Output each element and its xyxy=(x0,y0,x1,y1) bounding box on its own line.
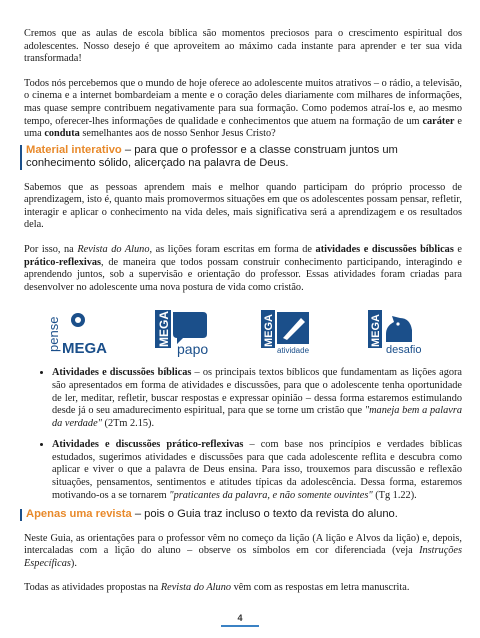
paragraph-attractions: Todos nós percebemos que o mundo de hoje oferece ao adolescente muitos atrativos – o rádio, a televisão, o cinema e a internet bombardeiam a mente e o coração deles diariamente com milhares de informações, mas quase sempre contribuem negativamente para sua formação. Como podemos atraí-los e, ao mesmo tempo, oferecer-lhes informações de qualidade e conhecimentos que atuem na formação de um caráter e uma conduta semelhantes aos de nosso Senhor Jesus Cristo? xyxy=(24,77,462,140)
list-item-pratico-reflexivas: • Atividades e discussões prático-reflexivas – com base nos princípios e verdades bíblicas estudados, sugerimos atividades e discussões para que cada adolescente reflita e descubra como aplicar e viver o que a palavra de Deus ensina. Para isso, trouxemos para discussão e reflexão situações, pensamentos, sentimentos e atitudes típicas da adolescência. Dessa forma, estaremos motivando-os a se tornarem "praticantes da palavra, e não somente ouvintes" (Tg 1.22). xyxy=(52,438,462,502)
paragraph-intro: Cremos que as aulas de escola bíblica são momentos preciosos para o crescimento espiritual dos adolescentes. Nosso desejo é que aproveitem ao máximo cada instante para aprender e ter sua vida transformada! xyxy=(24,28,462,65)
list-item-biblicas: • Atividades e discussões bíblicas – os principais textos bíblicos que fundamentam as lições agora são apresentados em forma de atividades e discussões, para que o adolescente tenha oportunidade de ler, meditar, refletir, buscar respostas e expressar opinião – dessa forma estaremos estimulando desde já o seu amadurecimento espiritual, para que se torne um cristão que "maneja bem a palavra da verdade" (2Tm 2.15). xyxy=(52,366,462,430)
logo-mega: MEGA xyxy=(156,311,171,348)
logo-word: desafio xyxy=(385,344,422,357)
logo-word: atividade xyxy=(277,346,310,356)
paragraph-revista: Por isso, na Revista do Aluno, as lições foram escritas em forma de atividades e discussões bíblicas e prático-reflexivas, de maneira que todos possam construir conhecimento participando, interagindo e aprendendo juntos, sob a supervisão e orientação do professor. Essas atividades foram criadas para desenvolver no adolescente uma nova postura de vida como cristão. xyxy=(24,243,462,293)
document-page xyxy=(24,28,462,595)
logo-word: papo xyxy=(176,341,208,358)
page-number: 4 xyxy=(221,613,258,627)
activities-list xyxy=(24,366,462,502)
highlight-label: Apenas uma revista xyxy=(26,508,132,521)
highlight-label: Material interativo xyxy=(26,143,122,156)
section-logos xyxy=(24,304,462,356)
logo-mega: MEGA xyxy=(62,340,108,358)
paragraph-learning: Sabemos que as pessoas aprendem mais e melhor quando participam do próprio processo de aprendizagem, isto é, quanto mais promovermos situações em que os adolescentes possam pensar, refletir, interagir e aplicar o conhecimento na vida deles, mais significativa será a aprendizagem e os resultados dela. xyxy=(24,181,462,231)
logo-mega: MEGA xyxy=(369,314,382,348)
logo-mega-papo xyxy=(155,308,225,356)
paragraph-guia: Neste Guia, as orientações para o professor vêm no começo da lição (A lição e Alvos da lição) e, depois, intercaladas com a lição do aluno – observe os símbolos em cor diferenciada (veja Instruções Específicas). xyxy=(24,532,462,569)
logo-word: pense xyxy=(46,316,62,353)
logo-mega: MEGA xyxy=(263,314,276,348)
logo-mega-desafio xyxy=(368,308,438,356)
logo-pense-mega xyxy=(48,308,118,356)
page-footer xyxy=(0,608,480,627)
paragraph-respostas: Todas as atividades propostas na Revista do Aluno vêm com as respostas em letra manuscrita. xyxy=(24,582,410,594)
highlight-material-interativo: Material interativo – para que o professor e a classe construam juntos um conhecimento sólido, alicerçado na palavra de Deus. xyxy=(20,144,462,171)
logo-mega-atividade xyxy=(261,308,331,356)
highlight-apenas-uma-revista: Apenas uma revista – pois o Guia traz incluso o texto da revista do aluno. xyxy=(20,508,462,521)
